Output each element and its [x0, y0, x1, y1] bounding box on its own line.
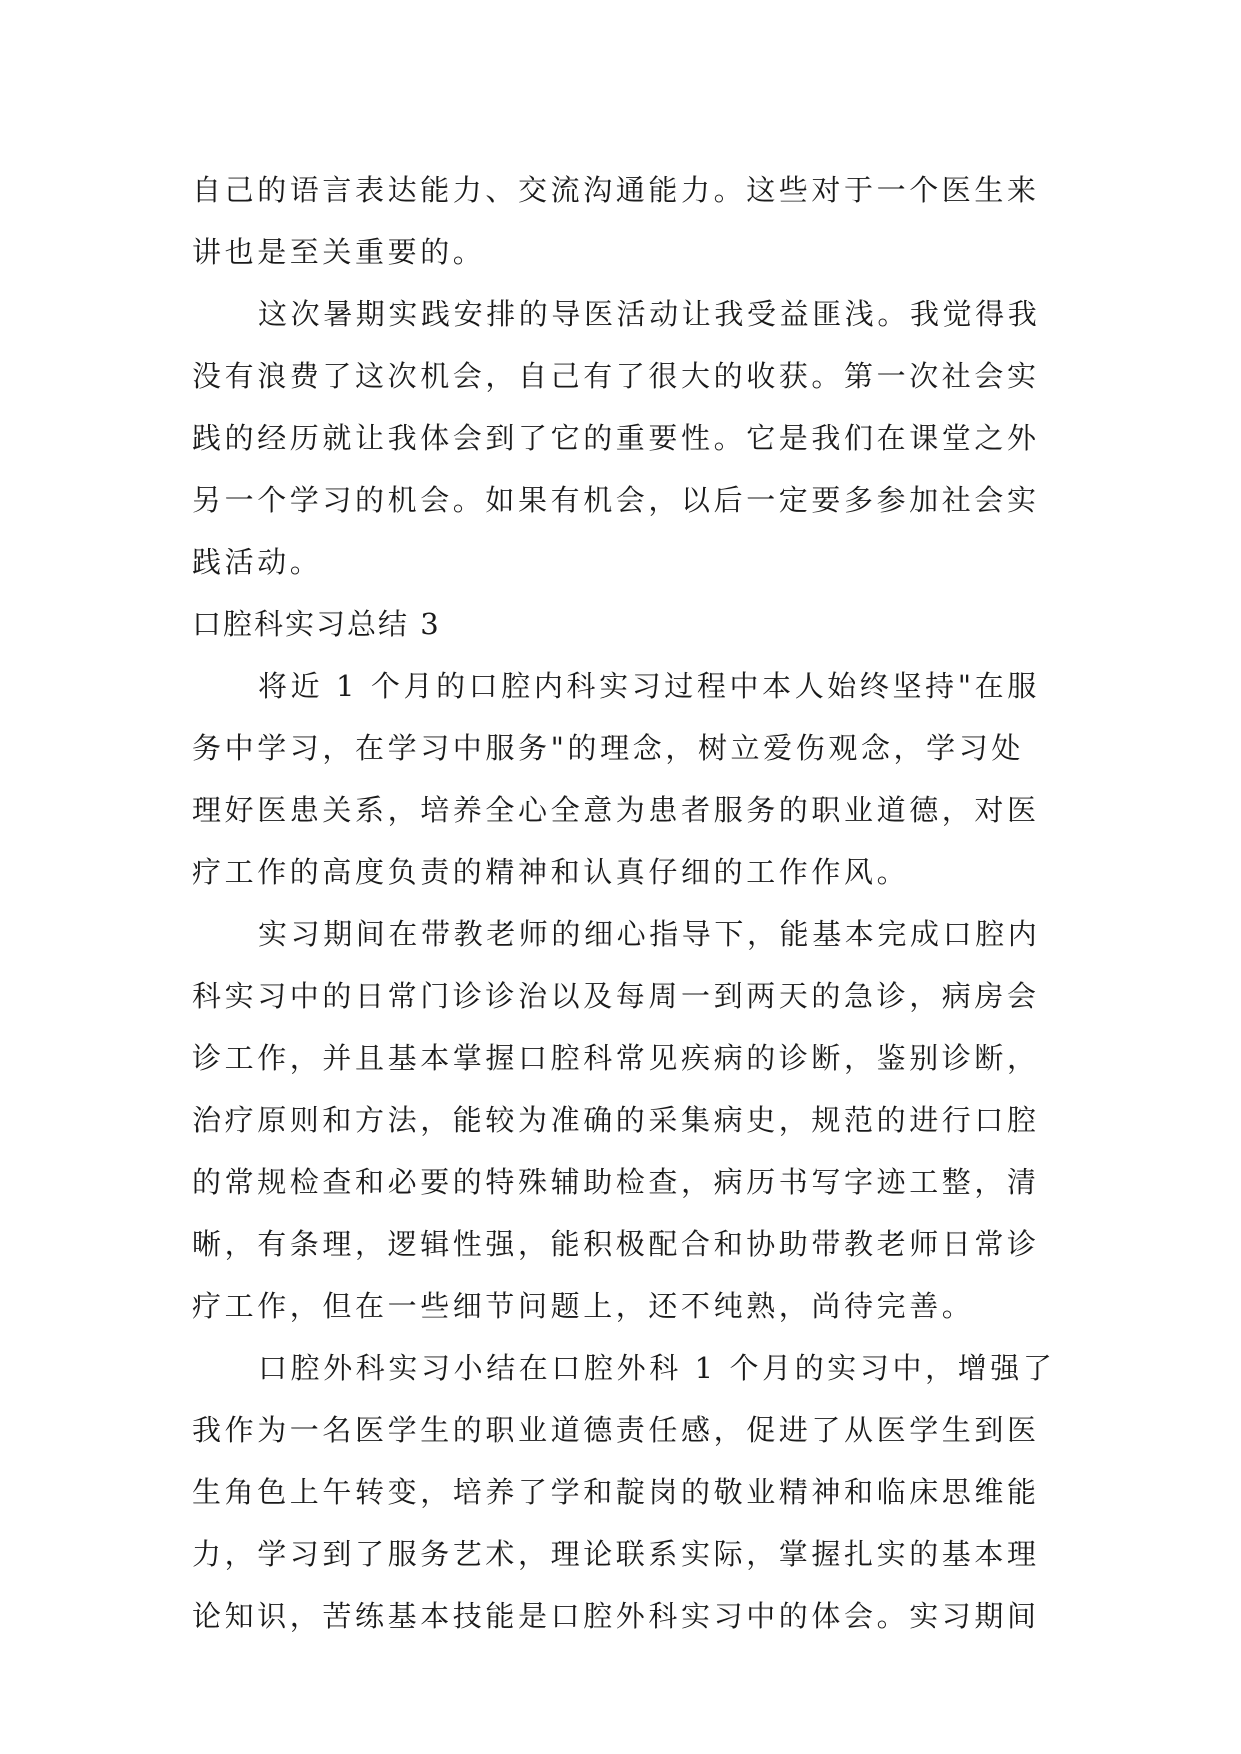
text-line: 务中学习，在学习中服务"的理念，树立爱伤观念，学习处: [192, 731, 1024, 765]
text-line: 论知识，苦练基本技能是口腔外科实习中的体会。实习期间: [192, 1599, 1040, 1633]
text-line: 另一个学习的机会。如果有机会，以后一定要多参加社会实: [192, 483, 1040, 517]
text-line: 践的经历就让我体会到了它的重要性。它是我们在课堂之外: [192, 421, 1040, 455]
text-line: 诊工作，并且基本掌握口腔科常见疾病的诊断，鉴别诊断，: [192, 1041, 1040, 1075]
paragraph-start-line: 口腔外科实习小结在口腔外科 1 个月的实习中，增强了: [258, 1351, 1056, 1385]
text-line: 讲也是至关重要的。: [192, 235, 486, 269]
paragraph-start-line: 实习期间在带教老师的细心指导下，能基本完成口腔内: [258, 917, 1041, 951]
text-line: 理好医患关系，培养全心全意为患者服务的职业道德，对医: [192, 793, 1040, 827]
text-line: 力，学习到了服务艺术，理论联系实际，掌握扎实的基本理: [192, 1537, 1040, 1571]
text-line: 没有浪费了这次机会，自己有了很大的收获。第一次社会实: [192, 359, 1040, 393]
text-line: 疗工作，但在一些细节问题上，还不纯熟，尚待完善。: [192, 1289, 975, 1323]
text-line: 践活动。: [192, 545, 323, 579]
text-line: 自己的语言表达能力、交流沟通能力。这些对于一个医生来: [192, 173, 1040, 207]
text-line: 生角色上午转变，培养了学和靛岗的敬业精神和临床思维能: [192, 1475, 1040, 1509]
text-line: 疗工作的高度负责的精神和认真仔细的工作作风。: [192, 855, 910, 889]
section-heading: 口腔科实习总结 3: [192, 607, 441, 641]
text-line: 的常规检查和必要的特殊辅助检查，病历书写字迹工整，清: [192, 1165, 1040, 1199]
paragraph-start-line: 这次暑期实践安排的导医活动让我受益匪浅。我觉得我: [258, 297, 1041, 331]
document-body: [192, 159, 1067, 1647]
text-line: 科实习中的日常门诊诊治以及每周一到两天的急诊，病房会: [192, 979, 1040, 1013]
text-line: 治疗原则和方法，能较为准确的采集病史，规范的进行口腔: [192, 1103, 1040, 1137]
paragraph-start-line: 将近 1 个月的口腔内科实习过程中本人始终坚持"在服: [258, 669, 1040, 703]
text-line: 晰，有条理，逻辑性强，能积极配合和协助带教老师日常诊: [192, 1227, 1040, 1261]
text-line: 我作为一名医学生的职业道德责任感，促进了从医学生到医: [192, 1413, 1040, 1447]
